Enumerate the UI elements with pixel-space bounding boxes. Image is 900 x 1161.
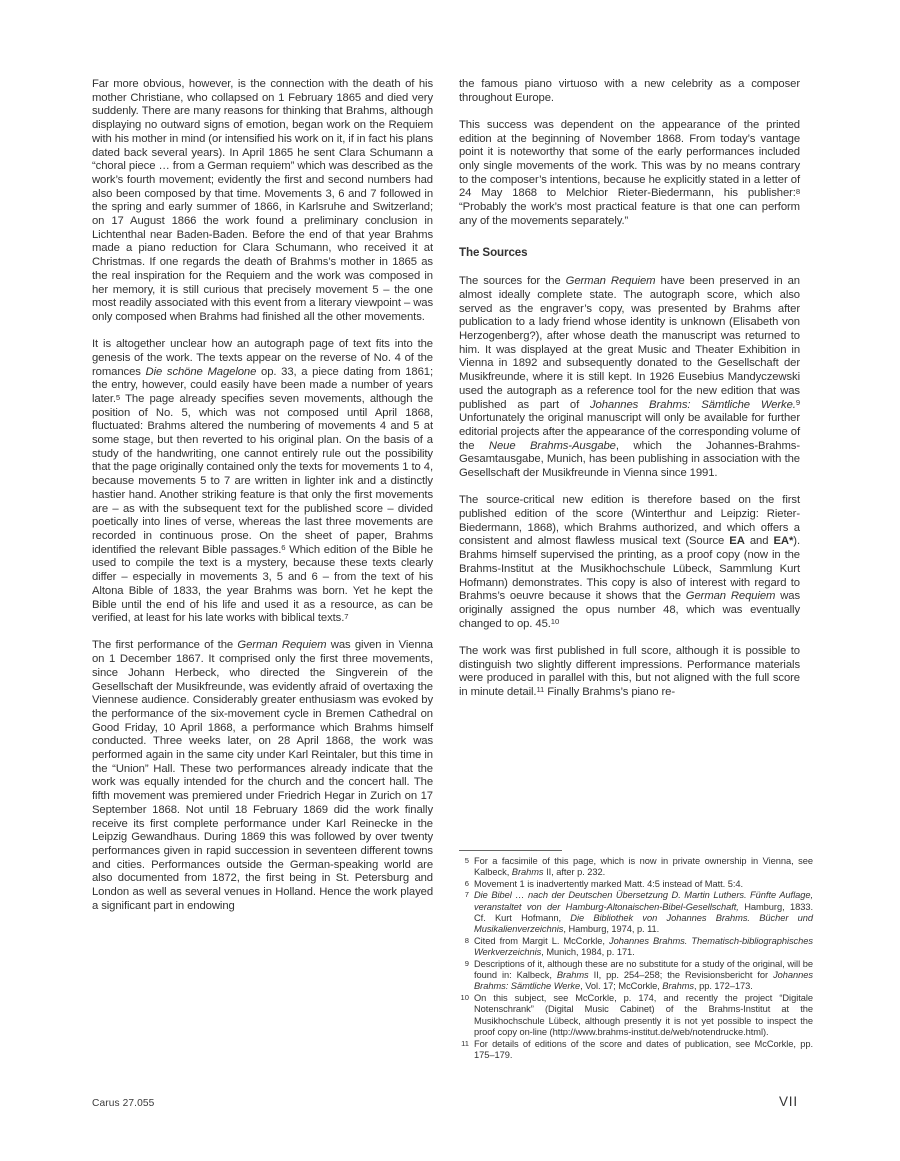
text-run: , Hamburg, 1974, p. 11. (563, 924, 660, 935)
left-column (92, 78, 433, 913)
section-heading: The Sources (459, 245, 528, 259)
paragraph (92, 338, 433, 626)
text-run: Die schöne Magelone (145, 365, 257, 378)
text-run: Which edition of the Bible he used to compile the text is a mystery, because these texts clearly differ – especially in movements 3, 5 and 6 – from the text of his Altona Bible of 1833, the year Brahms was born. Yet he kept the Bible until the end of his life and used it as a resource, as can be verified, at least for his late works with biblical texts. (92, 543, 433, 625)
text-run: and (744, 535, 774, 548)
text-run: It is altogether unclear how an autograph page of text fits into the genesis of the work. The texts appear on the reverse of No. 4 of the romances (92, 338, 433, 378)
paragraph (459, 275, 800, 481)
text-run: the famous piano virtuoso with a new celebrity as a composer throughout Europe. (459, 78, 800, 104)
text-run: was originally assigned the opus number 48, which was eventually changed to op. 45. (459, 590, 800, 630)
text-run: This success was dependent on the appearance of the printed edition at the beginning of November 1868. From today’s vantage point it is noteworthy that some of the early performances included only single movements of the work. This was by no means contrary to the composer’s intentions, because he explicitly stated in a letter of 24 May 1868 to Melchior Rieter-Biedermann, his publisher: (459, 118, 800, 200)
text-run: II, after p. 232. (543, 867, 606, 878)
footnote (459, 879, 813, 890)
text-run: ). Brahms himself supervised the printing, as a proof copy (now in the Brahms-Institut at the Musikhochschule Lübeck, Sammlung Kurt Hofmann) demonstrates. This copy is also of interest with regard to Brahms’s oeuvre because it shows that the (459, 535, 800, 603)
footnotes-block (459, 850, 813, 1061)
footnote (459, 1039, 813, 1062)
footnote-list (459, 856, 813, 1061)
text-run: Movement 1 is inadvertently marked Matt. 4:5 instead of Matt. 5:4. (474, 878, 744, 889)
paragraph (459, 645, 800, 700)
text-run: The work was first published in full score, although it is possible to distinguish two slightly different impressions. Performance materials were produced in parallel with this, but not aligned with the full score in minute detail. (459, 644, 800, 698)
text-run: Die Bibel … nach der Deutschen Übersetzung D. Martin Luthers. Fünfte Auflage, veranstaltet von der Hamburg-Altonaischen-Bibel-Gesellschaft, (474, 890, 813, 912)
paragraph (459, 119, 800, 229)
right-column-body (459, 78, 800, 700)
footnote (459, 890, 813, 936)
text-run: , pp. 172–173. (694, 981, 753, 992)
footnote-ref: 7 (344, 611, 349, 621)
footnote-number: 5 (464, 856, 469, 865)
footnote (459, 856, 813, 879)
text-run: Johannes Brahms: Sämtliche Werke. (589, 398, 796, 411)
right-column (459, 78, 813, 1060)
footnote-number: 9 (464, 958, 469, 968)
text-run: Far more obvious, however, is the connection with the death of his mother Christiane, who collapsed on 1 February 1865 and died very suddenly. There are many reasons for thinking that Brahms, although displaying no outward signs of emotion, began work on the Requiem with his mother in mind (or intensified his work on it, if in fact his plans dated back several years). In April 1865 he sent Clara Schumann a “choral piece … from a German requiem” which was described as the work’s fourth movement; evidently the first and second numbers had also been composed by that time. Movements 3, 6 and 7 followed in the spring and early summer of 1866, in Karlsruhe and Switzerland; on 17 August 1866 the work found a preliminary conclusion in Lichtenthal near Baden-Baden. Before the end of that year Brahms made a piano reduction for Clara Schumann, who received it at Christmas. If one regards the death of Brahms’s mother in 1865 as the real inspiration for the Requiem and the work was composed in her memory, it is still curious that precisely movement 5 – the one most readily associated with this event from a literary viewpoint – was only composed when Brahms had finished all the other movements. (92, 78, 433, 323)
footnote-ref: 6 (281, 543, 286, 553)
text-run: For details of editions of the score and dates of publication, see McCorkle, pp. 175–179. (474, 1038, 813, 1060)
text-run: Brahms (662, 981, 695, 992)
text-run: Brahms (556, 970, 589, 981)
paragraph (459, 78, 800, 105)
text-run: The first performance of the (92, 639, 238, 652)
text-run: was given in Vienna on 1 December 1867. It comprised only the first three movements, since Johann Herbeck, who directed the Singverein of the Gesellschaft der Musikfreunde, was evidently afraid of overtaxing the Viennese audience. Considerably greater enthusiasm was evoked by the performance of the six-movement cycle in Bremen Cathedral on Good Friday, 10 April 1868, a performance which Brahms himself conducted. Three weeks later, on 28 April 1868, the work was performed again in the same city under Karl Reintaler, but this time in the “Union” Hall. These two performances already indicate that the work was equally intended for the church and the concert hall. The fifth movement was premiered under Friedrich Hegar in Zurich on 17 September 1868. Not until 18 February 1869 did the work finally receive its first complete performance under Karl Reinecke in the Leipzig Gewandhaus. During 1869 this was followed by over twenty performances given in rapid succession in seventeen different towns and cities. Performances outside the German-speaking world are also documented from 1872, the first being in St. Petersburg and London as well as several venues in Holland. Hence the work played a significant part in endowing (92, 639, 433, 912)
text-run: Die Bibliothek von Johannes Brahms. Bücher und Musikalienverzeichnis (474, 913, 813, 935)
page-number: VII (779, 1094, 798, 1109)
footnote (459, 993, 813, 1039)
footnote-ref: 8 (795, 186, 800, 196)
text-run: Johannes Brahms. Thematisch-bibliographisches Werkverzeichnis (474, 935, 813, 958)
footnote-number: 8 (464, 935, 469, 945)
footnote-number: 11 (461, 1038, 469, 1048)
text-run: For a facsimile of this page, which is now in private ownership in Vienna, see Kalbeck, (474, 856, 813, 878)
text-run: On this subject, see McCorkle, p. 174, and recently the project “Digitale Notenschrank” (Digital Music Cabinet) of the Brahms-Institut at the Musikhochschule Lübeck, although presently it is not yet possible to inspect the proof copy on-line (http://www.brahms-institut.de/web/notendrucke.html). (474, 992, 813, 1038)
footnote-ref: 10 (550, 617, 560, 627)
text-run: The page already specifies seven movements, although the position of No. 5, which was not composed until April 1868, fluctuated: Brahms altered the numbering of movements 4 and 5 at some stage, but then reverted to his original plan. On the basis of a study of the handwriting, one cannot entirely rule out the possibility that the page originally contained only the texts for movements 1 to 4, because movements 5 to 7 are written in lighter ink and a distinctly hastier hand. Another striking feature is that only the first movements are – as with the subsequent text for the published score – divided poetically into lines of verse, whereas the last three movements are recorded in continuous prose. On the sheet of paper, Brahms identified the relevant Bible passages. (92, 392, 433, 556)
text-columns (92, 78, 813, 1060)
text-run: , Munich, 1984, p. 171. (541, 947, 635, 958)
text-run: Descriptions of it, although these are no substitute for a study of the original, will be found in: Kalbeck, (474, 958, 813, 981)
catalog-number: Carus 27.055 (92, 1098, 155, 1109)
footnote (459, 959, 813, 993)
text-run: II, pp. 254–258; the Revisionsbericht for (588, 970, 774, 981)
footnote-ref: 5 (115, 392, 121, 402)
text-run: German Requiem (237, 639, 327, 652)
text-run: The sources for the (459, 275, 566, 288)
paragraph (92, 639, 433, 913)
text-run: German Requiem (685, 590, 776, 603)
text-run: “Probably the work’s most practical feature is that one can perform any of the movements separately.” (459, 201, 800, 227)
text-run: , Vol. 17; McCorkle, (580, 981, 663, 992)
footnote-number: 7 (464, 890, 469, 900)
text-run: have been preserved in an almost ideally complete state. The autograph score, which also served as the engraver’s copy, was presented by Brahms after publication to a lady friend whose identity is unknown (Elisabeth von Herzogenberg?), after whose death the manuscript was returned to him. It was displayed at the great Music and Theater Exhibition in Vienna in 1892 and subsequently donated to the Gesellschaft der Musikfreunde, where it is still kept. In 1926 Eusebius Mandyczewski used the autograph as a reference tool for the new edition that was published as part of (459, 275, 800, 411)
text-run: op. 33, a piece dating from 1861; the entry, however, could easily have been made a number of years later. (92, 365, 433, 405)
footnote-number: 6 (464, 878, 469, 888)
text-run: German Requiem (565, 275, 656, 288)
footnote-ref: 11 (536, 685, 545, 695)
text-run: Cited from Margit L. McCorkle, (474, 935, 609, 946)
text-run: EA (729, 535, 745, 548)
text-run: , which the Johannes-Brahms-Gesamtausgabe, Munich, has been publishing in association with the Gesellschaft der Musikfreunde in Vienna since 1991. (459, 439, 800, 480)
text-run: Finally Brahms’s piano re- (544, 685, 676, 698)
text-run: EA* (773, 535, 794, 548)
paragraph (459, 494, 800, 631)
footnote-number: 10 (460, 992, 469, 1002)
text-run: Hamburg, 1833. Cf. Kurt Hofmann, (474, 901, 813, 924)
footnote (459, 936, 813, 959)
text-run: Neue Brahms-Ausgabe (488, 439, 616, 452)
text-run: Johannes Brahms: Sämtliche Werke (474, 970, 813, 992)
text-run: Brahms (511, 867, 544, 878)
footnote-ref: 9 (795, 398, 801, 408)
text-run: The source-critical new edition is therefore based on the first published edition of the score (Winterthur and Leipzig: Rieter-Biedermann, 1868), which Brahms authorized, and which offers a consistent and almost flawless musical text (Source (459, 494, 800, 548)
text-run: Unfortunately the original manuscript will only be available for further editorial projects after the appearance of the corresponding volume of the (459, 412, 800, 452)
footnote-separator-rule (459, 850, 562, 851)
paragraph (92, 78, 433, 325)
